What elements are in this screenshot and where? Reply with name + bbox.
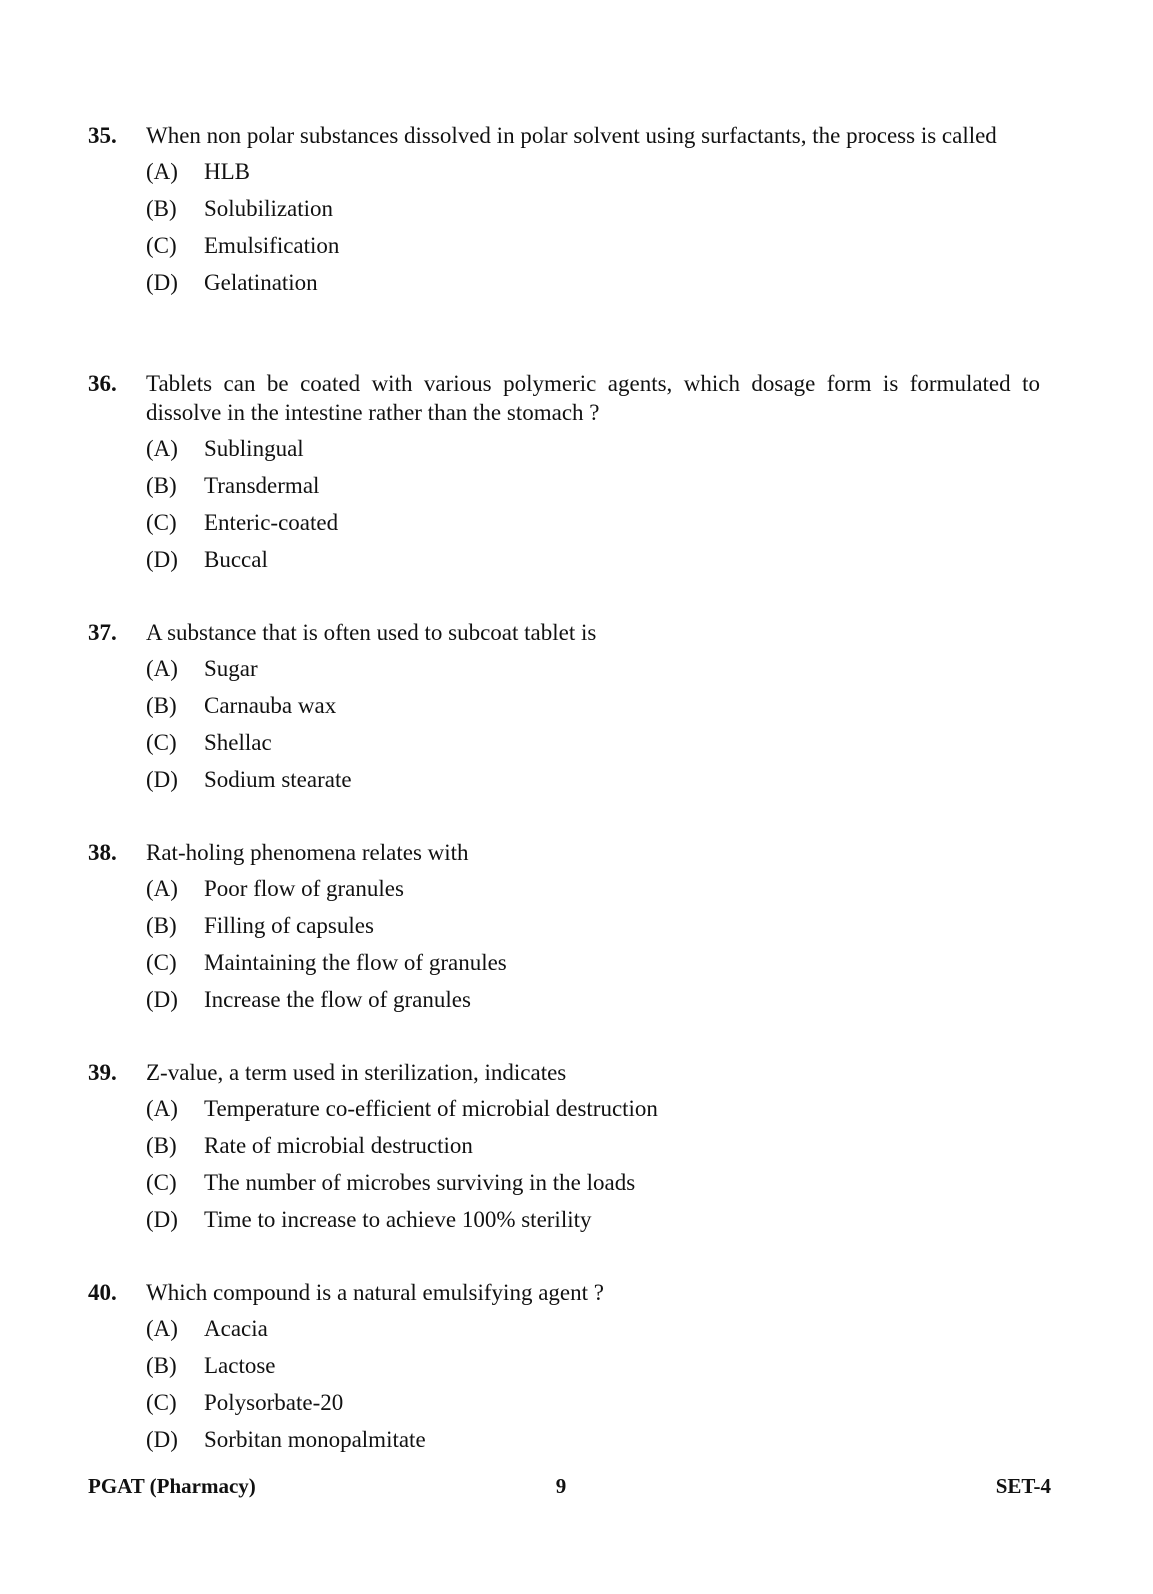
option-label: (B) [146, 913, 177, 938]
option-text: Gelatination [204, 270, 318, 295]
option-text: Sugar [204, 656, 258, 681]
option-list [88, 1094, 1040, 1242]
option-a [88, 157, 1040, 194]
option-a [88, 1314, 1040, 1351]
option-d [88, 765, 1040, 802]
option-label: (C) [146, 1170, 177, 1195]
option-label: (A) [146, 436, 178, 461]
page-footer [88, 1471, 1051, 1501]
question-number: 37. [88, 620, 117, 645]
option-text: Rate of microbial destruction [204, 1133, 473, 1158]
option-text: Enteric-coated [204, 510, 339, 535]
option-b [88, 1131, 1040, 1168]
option-label: (D) [146, 767, 178, 792]
option-d [88, 545, 1040, 582]
option-label: (B) [146, 1353, 177, 1378]
option-text: Maintaining the flow of granules [204, 950, 507, 975]
option-d [88, 1425, 1040, 1462]
option-text: Poor flow of granules [204, 876, 404, 901]
option-b [88, 471, 1040, 508]
question-number: 39. [88, 1060, 117, 1085]
option-label: (A) [146, 1096, 178, 1121]
option-b [88, 1351, 1040, 1388]
option-list [88, 1314, 1040, 1462]
question-text: Which compound is a natural emulsifying agent ? [146, 1280, 604, 1305]
option-c [88, 508, 1040, 545]
option-list [88, 654, 1040, 802]
option-text: Transdermal [204, 473, 320, 498]
option-a [88, 434, 1040, 471]
question-text: A substance that is often used to subcoat tablet is [146, 620, 597, 645]
option-text: Increase the flow of granules [204, 987, 471, 1012]
option-label: (B) [146, 196, 177, 221]
question-text: Rat-holing phenomena relates with [146, 840, 469, 865]
option-d [88, 985, 1040, 1022]
option-b [88, 911, 1040, 948]
option-text: Shellac [204, 730, 272, 755]
option-label: (C) [146, 233, 177, 258]
option-text: Sodium stearate [204, 767, 352, 792]
option-label: (D) [146, 1427, 178, 1452]
question-37 [88, 618, 1040, 802]
question-number: 35. [88, 123, 117, 148]
option-label: (D) [146, 547, 178, 572]
option-c [88, 1388, 1040, 1425]
question-text: Z-value, a term used in sterilization, indicates [146, 1060, 567, 1085]
option-b [88, 194, 1040, 231]
question-38 [88, 838, 1040, 1022]
option-label: (C) [146, 950, 177, 975]
question-35 [88, 121, 1040, 305]
question-number: 38. [88, 840, 117, 865]
option-c [88, 948, 1040, 985]
option-text: The number of microbes surviving in the loads [204, 1170, 636, 1195]
set-code: SET-4 [995, 1474, 1051, 1498]
option-a [88, 654, 1040, 691]
option-label: (A) [146, 159, 178, 184]
option-c [88, 231, 1040, 268]
option-text: Solubilization [204, 196, 334, 221]
option-text: Lactose [204, 1353, 276, 1378]
option-label: (C) [146, 510, 177, 535]
option-text: HLB [204, 159, 250, 184]
question-39 [88, 1058, 1040, 1242]
option-text: Acacia [204, 1316, 268, 1341]
option-d [88, 1205, 1040, 1242]
option-text: Buccal [204, 547, 268, 572]
option-d [88, 268, 1040, 305]
option-b [88, 691, 1040, 728]
option-label: (D) [146, 987, 178, 1012]
option-label: (A) [146, 656, 178, 681]
option-label: (A) [146, 876, 178, 901]
question-number: 36. [88, 371, 117, 396]
option-a [88, 874, 1040, 911]
question-36 [88, 369, 1040, 582]
exam-name: PGAT (Pharmacy) [88, 1474, 256, 1498]
option-label: (D) [146, 270, 178, 295]
option-label: (C) [146, 1390, 177, 1415]
option-label: (B) [146, 1133, 177, 1158]
option-list [88, 874, 1040, 1022]
option-text: Polysorbate-20 [204, 1390, 344, 1415]
option-list [88, 434, 1040, 582]
option-text: Temperature co-efficient of microbial destruction [204, 1096, 658, 1121]
page-number: 9 [555, 1474, 567, 1498]
option-c [88, 1168, 1040, 1205]
option-text: Time to increase to achieve 100% sterility [204, 1207, 592, 1232]
option-text: Filling of capsules [204, 913, 374, 938]
question-text: When non polar substances dissolved in polar solvent using surfactants, the process is called [146, 123, 997, 148]
question-number: 40. [88, 1280, 117, 1305]
option-list [88, 157, 1040, 305]
option-a [88, 1094, 1040, 1131]
option-text: Sorbitan monopalmitate [204, 1427, 426, 1452]
option-label: (B) [146, 693, 177, 718]
option-label: (A) [146, 1316, 178, 1341]
question-text: Tablets can be coated with various polymeric agents, which dosage form is formulated to dissolve in the intestine rather than the stomach ? [146, 371, 1040, 425]
option-text: Sublingual [204, 436, 304, 461]
question-40 [88, 1278, 1040, 1462]
option-c [88, 728, 1040, 765]
option-text: Carnauba wax [204, 693, 337, 718]
option-label: (D) [146, 1207, 178, 1232]
option-text: Emulsification [204, 233, 340, 258]
option-label: (C) [146, 730, 177, 755]
option-label: (B) [146, 473, 177, 498]
